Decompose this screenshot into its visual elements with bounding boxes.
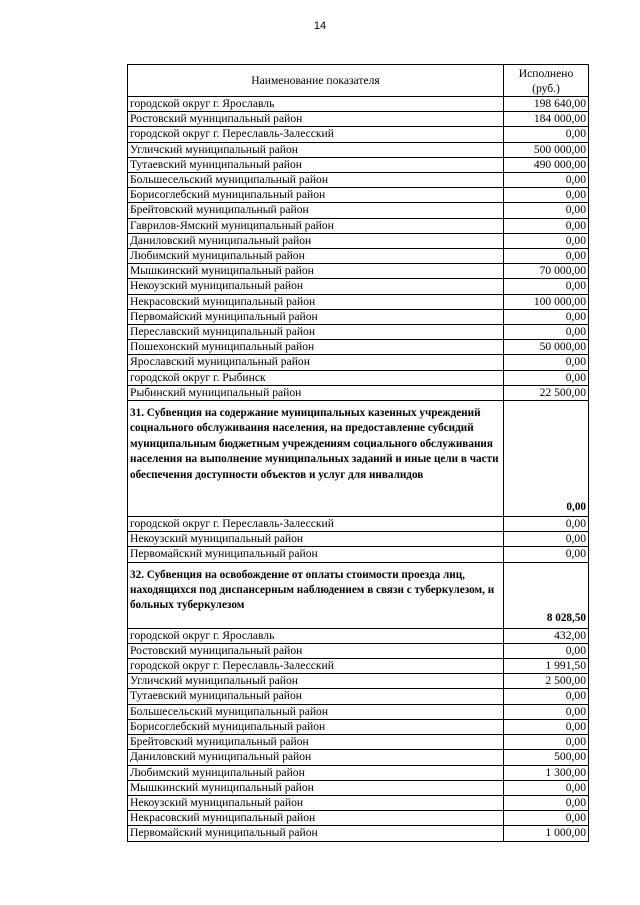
table-body — [128, 65, 589, 842]
table-row — [128, 780, 589, 795]
header-value-column: Исполнено (руб.) — [504, 65, 589, 97]
row-name-cell: Пошехонский муниципальный район — [128, 340, 504, 355]
table-row — [128, 279, 589, 294]
row-name-cell: Некрасовский муниципальный район — [128, 811, 504, 826]
row-name-cell: городской округ г. Ярославль — [128, 97, 504, 112]
row-value-cell: 0,00 — [504, 795, 589, 810]
row-value-cell: 0,00 — [504, 279, 589, 294]
row-value-cell: 0,00 — [504, 643, 589, 658]
row-name-cell: Некоузский муниципальный район — [128, 279, 504, 294]
table-row — [128, 643, 589, 658]
row-name-cell: Гаврилов-Ямский муниципальный район — [128, 218, 504, 233]
row-name-cell: Первомайский муниципальный район — [128, 826, 504, 841]
row-name-cell: Брейтовский муниципальный район — [128, 203, 504, 218]
table-row — [128, 659, 589, 674]
row-value-cell: 0,00 — [504, 370, 589, 385]
row-name-cell: Некоузский муниципальный район — [128, 532, 504, 547]
table-row — [128, 264, 589, 279]
table-row — [128, 674, 589, 689]
table-row — [128, 826, 589, 841]
row-name-cell: Угличский муниципальный район — [128, 674, 504, 689]
table-header-row — [128, 65, 589, 97]
table-row — [128, 218, 589, 233]
row-name-cell: Переславский муниципальный район — [128, 325, 504, 340]
table-row — [128, 233, 589, 248]
row-name-cell: Первомайский муниципальный район — [128, 547, 504, 562]
table-row — [128, 795, 589, 810]
row-value-cell: 0,00 — [504, 249, 589, 264]
table-row — [128, 750, 589, 765]
report-table — [127, 64, 589, 842]
table-row — [128, 203, 589, 218]
table-row — [128, 370, 589, 385]
row-name-cell: Любимский муниципальный район — [128, 765, 504, 780]
row-name-cell: городской округ г. Переславль-Залесский — [128, 517, 504, 532]
table-row — [128, 385, 589, 400]
row-value-cell: 0,00 — [504, 309, 589, 324]
row-value-cell: 0,00 — [504, 325, 589, 340]
row-value-cell: 2 500,00 — [504, 674, 589, 689]
row-name-cell: городской округ г. Переславль-Залесский — [128, 127, 504, 142]
row-name-cell: Некрасовский муниципальный район — [128, 294, 504, 309]
row-value-cell: 1 000,00 — [504, 826, 589, 841]
table-row — [128, 325, 589, 340]
row-value-cell: 0,00 — [504, 811, 589, 826]
row-value-cell: 490 000,00 — [504, 157, 589, 172]
row-name-cell: Угличский муниципальный район — [128, 142, 504, 157]
row-value-cell: 0,00 — [504, 218, 589, 233]
table-row — [128, 689, 589, 704]
section-title: 32. Субвенция на освобождение от оплаты стоимости проезда лиц, находящихся под диспансерным наблюдением в связи с туберкулезом, и больных туберкулезом — [128, 562, 504, 628]
table-row — [128, 704, 589, 719]
section-total: 8 028,50 — [504, 562, 589, 628]
row-value-cell: 0,00 — [504, 532, 589, 547]
row-value-cell: 0,00 — [504, 173, 589, 188]
table-row — [128, 142, 589, 157]
table-row — [128, 355, 589, 370]
row-value-cell: 50 000,00 — [504, 340, 589, 355]
row-value-cell: 1 991,50 — [504, 659, 589, 674]
row-value-cell: 100 000,00 — [504, 294, 589, 309]
row-name-cell: Брейтовский муниципальный район — [128, 735, 504, 750]
table-row — [128, 112, 589, 127]
row-value-cell: 432,00 — [504, 628, 589, 643]
table-row — [128, 157, 589, 172]
row-name-cell: городской округ г. Переславль-Залесский — [128, 659, 504, 674]
table-row — [128, 173, 589, 188]
row-name-cell: городской округ г. Ярославль — [128, 628, 504, 643]
table-row — [128, 97, 589, 112]
table-row — [128, 735, 589, 750]
row-value-cell: 0,00 — [504, 735, 589, 750]
row-value-cell: 0,00 — [504, 704, 589, 719]
table-row — [128, 340, 589, 355]
row-name-cell: Рыбинский муниципальный район — [128, 385, 504, 400]
table-row — [128, 127, 589, 142]
row-value-cell: 0,00 — [504, 517, 589, 532]
row-value-cell: 0,00 — [504, 547, 589, 562]
row-name-cell: Ростовский муниципальный район — [128, 643, 504, 658]
row-value-cell: 0,00 — [504, 233, 589, 248]
row-name-cell: Даниловский муниципальный район — [128, 750, 504, 765]
row-value-cell: 0,00 — [504, 355, 589, 370]
row-name-cell: Большесельский муниципальный район — [128, 173, 504, 188]
row-value-cell: 184 000,00 — [504, 112, 589, 127]
row-value-cell: 22 500,00 — [504, 385, 589, 400]
table-row — [128, 294, 589, 309]
row-name-cell: Любимский муниципальный район — [128, 249, 504, 264]
section-heading-row — [128, 401, 589, 517]
row-value-cell: 0,00 — [504, 780, 589, 795]
row-name-cell: Тутаевский муниципальный район — [128, 689, 504, 704]
row-value-cell: 70 000,00 — [504, 264, 589, 279]
table-row — [128, 532, 589, 547]
row-value-cell: 0,00 — [504, 719, 589, 734]
row-name-cell: Мышкинский муниципальный район — [128, 264, 504, 279]
section-title: 31. Субвенция на содержание муниципальных казенных учреждений социального обслуживания населения, на предоставление субсидий муниципальным бюджетным учреждениям социального обслуживания населения на выполнение муниципальных заданий и иные цели в части обеспечения доступности объектов и услуг для инвалидов — [128, 401, 504, 517]
row-name-cell: Мышкинский муниципальный район — [128, 780, 504, 795]
table-row — [128, 719, 589, 734]
row-name-cell: Даниловский муниципальный район — [128, 233, 504, 248]
row-value-cell: 0,00 — [504, 689, 589, 704]
table-row — [128, 547, 589, 562]
row-value-cell: 198 640,00 — [504, 97, 589, 112]
row-value-cell: 0,00 — [504, 188, 589, 203]
row-name-cell: Ярославский муниципальный район — [128, 355, 504, 370]
row-name-cell: Борисоглебский муниципальный район — [128, 719, 504, 734]
row-value-cell: 0,00 — [504, 203, 589, 218]
row-value-cell: 1 300,00 — [504, 765, 589, 780]
row-name-cell: Тутаевский муниципальный район — [128, 157, 504, 172]
row-value-cell: 500 000,00 — [504, 142, 589, 157]
row-name-cell: Первомайский муниципальный район — [128, 309, 504, 324]
row-name-cell: Некоузский муниципальный район — [128, 795, 504, 810]
table-row — [128, 309, 589, 324]
table-row — [128, 249, 589, 264]
row-name-cell: Борисоглебский муниципальный район — [128, 188, 504, 203]
row-value-cell: 0,00 — [504, 127, 589, 142]
row-name-cell: Большесельский муниципальный район — [128, 704, 504, 719]
row-value-cell: 500,00 — [504, 750, 589, 765]
section-heading-row — [128, 562, 589, 628]
table-row — [128, 811, 589, 826]
table-row — [128, 188, 589, 203]
row-name-cell: Ростовский муниципальный район — [128, 112, 504, 127]
header-name-column: Наименование показателя — [128, 65, 504, 97]
table-row — [128, 765, 589, 780]
page-number: 14 — [313, 20, 327, 32]
table-row — [128, 517, 589, 532]
table-row — [128, 628, 589, 643]
row-name-cell: городской округ г. Рыбинск — [128, 370, 504, 385]
section-total: 0,00 — [504, 401, 589, 517]
